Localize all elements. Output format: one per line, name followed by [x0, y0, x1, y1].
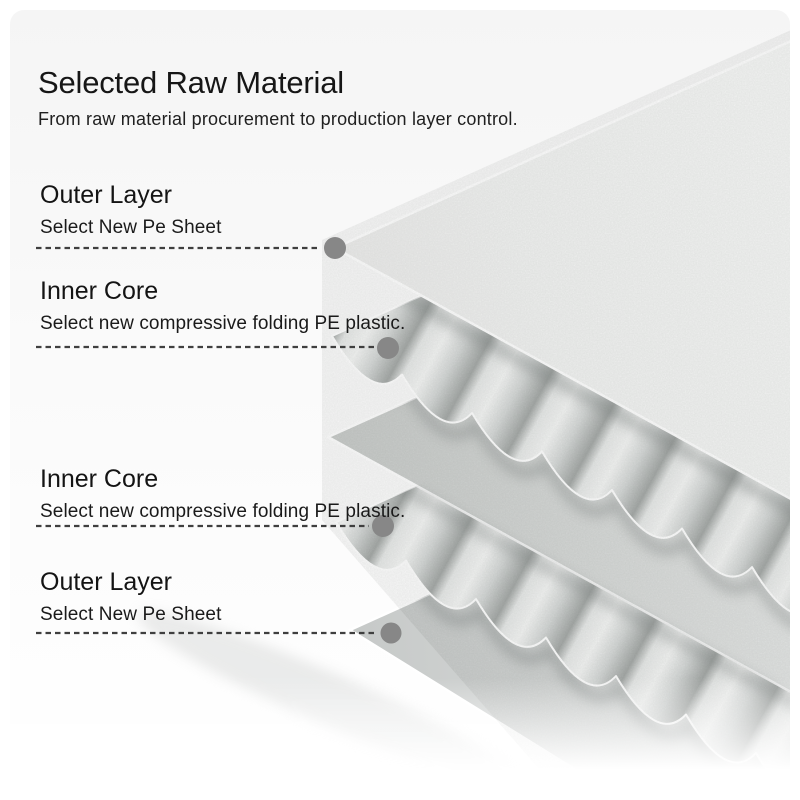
annotation-description: Select new compressive folding PE plastic.	[40, 500, 406, 522]
annotation-description: Select new compressive folding PE plastic.	[40, 312, 406, 334]
page-title: Selected Raw Material	[38, 65, 344, 100]
annotation-heading: Outer Layer	[40, 181, 173, 209]
annotation-heading: Inner Core	[40, 277, 159, 305]
page-subtitle: From raw material procurement to production layer control.	[38, 109, 518, 130]
annotation-heading: Outer Layer	[40, 568, 173, 596]
page-header	[38, 66, 518, 130]
annotation-outer-layer-top	[40, 181, 221, 239]
annotation-inner-core-bottom	[40, 465, 405, 523]
bottom-fade	[10, 678, 790, 800]
annotation-description: Select New Pe Sheet	[40, 216, 222, 238]
callout-dot-core-top	[377, 337, 399, 359]
annotation-description: Select New Pe Sheet	[40, 603, 222, 625]
annotation-outer-layer-bottom	[40, 568, 221, 626]
annotation-heading: Inner Core	[40, 465, 159, 493]
callout-dot-outer-bottom	[381, 623, 402, 644]
annotation-inner-core-top	[40, 277, 405, 335]
callout-dot-outer-top	[324, 237, 346, 259]
